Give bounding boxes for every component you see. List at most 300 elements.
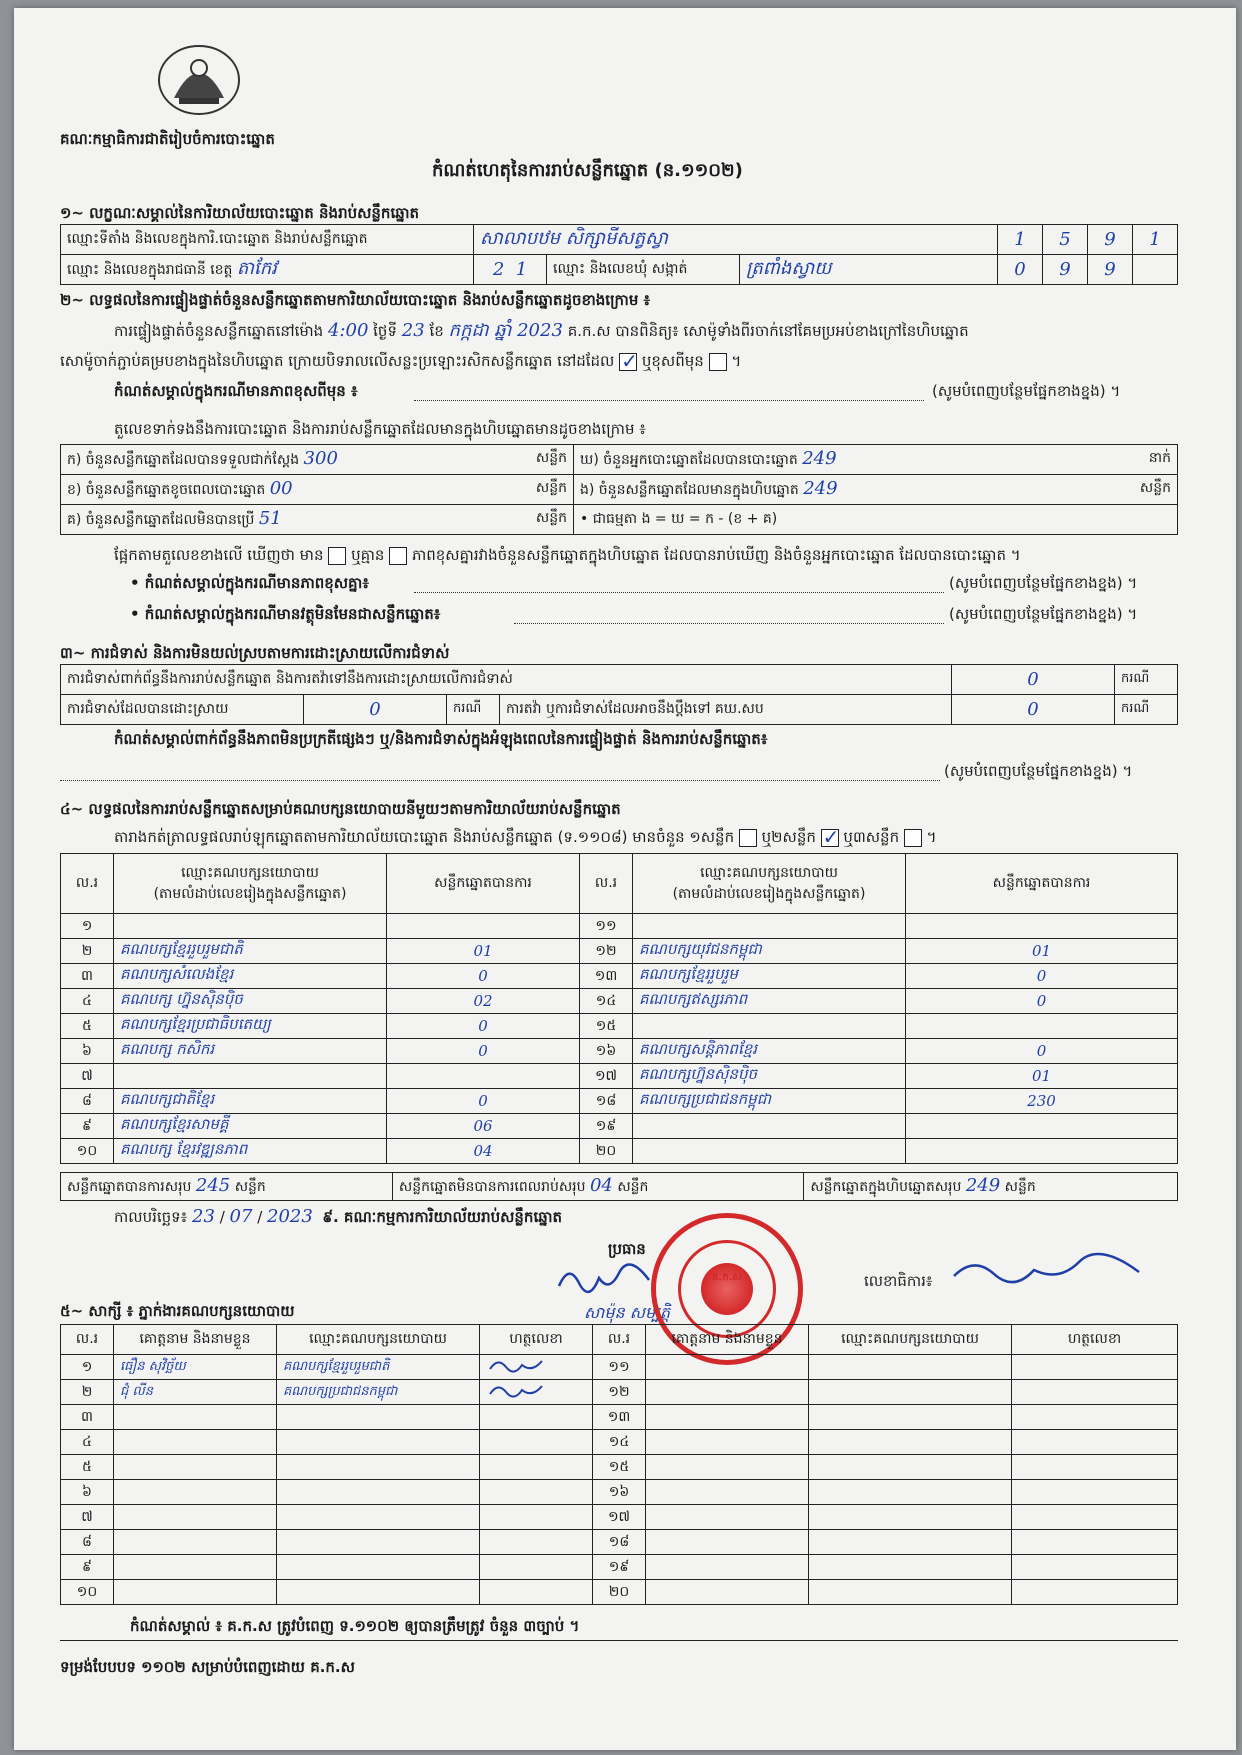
witness-name (646, 1480, 809, 1505)
row-number: ១៥ (580, 1014, 633, 1039)
witness-signature (1012, 1555, 1178, 1580)
col-no: ល.រ (580, 854, 633, 914)
party-name: គណបក្សខ្មែររួបរួមជាតិ (114, 939, 387, 964)
row-number: ៩ (61, 1114, 114, 1139)
total-box-value: 249 (965, 1175, 1001, 1196)
one-sheet-checkbox[interactable] (739, 829, 757, 847)
witness-row (61, 1355, 1178, 1380)
secretary-signature (949, 1252, 1149, 1292)
witness-party (277, 1505, 480, 1530)
footer-divider (60, 1640, 1178, 1641)
party-name (633, 1114, 906, 1139)
party-name: គណបក្សខ្មែរសាមគ្គី (114, 1114, 387, 1139)
party-name: គណបក្សសំលេងខ្មែរ (114, 964, 387, 989)
col-party: ឈ្មោះគណបក្សនយោបាយ (809, 1325, 1012, 1355)
verification-text-b: ថ្ងៃទី (373, 322, 397, 340)
total-invalid (392, 1173, 803, 1201)
empty-cell (1133, 255, 1178, 285)
row-number: ១១ (593, 1355, 646, 1380)
row-number: ១៤ (593, 1430, 646, 1455)
verification-day: 23 (401, 320, 425, 341)
objection-count: 0 (952, 665, 1115, 695)
results-header (61, 854, 1178, 914)
footer-note: កំណត់សម្គាល់ ៖ គ.ក.ស ត្រូវបំពេញ ទ.១១០២ ឲ្យបានត្រឹមត្រូវ ចំនួន ៣ច្បាប់ ។ (130, 1617, 580, 1635)
commune-code-digit: 0 (998, 255, 1043, 285)
witness-name (114, 1555, 277, 1580)
verification-text-a: ការផ្ទៀងផ្ទាត់ចំនួនសន្លឹកឆ្នោតនៅម៉ោង (114, 322, 324, 340)
location-value (474, 225, 998, 255)
witness-name: ធឿន សុវិច្ឆ័យ (114, 1355, 277, 1380)
vote-count: 0 (906, 989, 1178, 1014)
party-name (114, 1064, 387, 1089)
witness-row (61, 1405, 1178, 1430)
party-name: គណបក្សជាតិខ្មែរ (114, 1089, 387, 1114)
unit: ករណី (447, 695, 500, 725)
foreign-object-note: • កំណត់សម្គាល់ក្នុងករណីមានវត្ថុមិនមែនជាសន្លឹកឆ្នោត៖ (130, 605, 441, 623)
col-party: ឈ្មោះគណបក្សនយោបាយ (277, 1325, 480, 1355)
unit: សន្លឹក (1004, 1179, 1036, 1195)
party-name (633, 1139, 906, 1164)
vote-count (387, 914, 580, 939)
witness-name (646, 1430, 809, 1455)
row-number: ១៧ (593, 1505, 646, 1530)
voters-value: 249 (802, 448, 837, 469)
vote-count: 01 (906, 1064, 1178, 1089)
vote-count: 0 (387, 1014, 580, 1039)
witness-signature (480, 1355, 593, 1380)
witness-signature (480, 1380, 593, 1405)
witness-name (646, 1505, 809, 1530)
witness-signature (1012, 1505, 1178, 1530)
vote-count: 0 (906, 964, 1178, 989)
objections-table (60, 664, 1178, 725)
results-table (60, 853, 1178, 1164)
witness-party (277, 1455, 480, 1480)
row-number: ៩ (61, 1555, 114, 1580)
section1-heading: ១~ លក្ខណៈសម្គាល់នៃការិយាល័យបោះឆ្នោត និងរាប់សន្លឹកឆ្នោត (60, 204, 420, 222)
unused-label-text: គ) ចំនួនសន្លឹកឆ្នោតដែលមិនបានប្រើ (67, 512, 255, 528)
province-code-1: 2 (492, 259, 505, 280)
witness-name (646, 1355, 809, 1380)
witness-header (61, 1325, 1178, 1355)
witness-party (809, 1455, 1012, 1480)
tally-sheet-line: តារាងកត់ត្រាលទ្ធផលរាប់ឡុកឆ្នោតតាមការិយាល័យបោះឆ្នោត និងរាប់សន្លឹកឆ្នោត (ទ.១១០៨) មានចំនួន ១សន្លឹក ឬ២សន្លឹក ✓ ឬ៣សន្លឹក ។ (114, 828, 937, 850)
total-invalid-label: សន្លឹកឆ្នោតមិនបានការពេលរាប់សរុប (398, 1179, 586, 1195)
row-number: ២ (61, 1380, 114, 1405)
col-party (633, 854, 906, 914)
witness-row (61, 1555, 1178, 1580)
row-number: ១០ (61, 1139, 114, 1164)
results-row (61, 989, 1178, 1014)
difference-note: • កំណត់សម្គាល់ក្នុងករណីមានភាពខុសគ្នា៖ (130, 574, 369, 592)
chair-label: ប្រធាន (608, 1240, 646, 1258)
col-party (114, 854, 387, 914)
row-number: ៥ (61, 1014, 114, 1039)
fill-note: (សូមបំពេញបន្ថែមផ្នែកខាងខ្នង) ។ (944, 762, 1133, 780)
unit: សន្លឹក (535, 480, 567, 496)
vote-count: 0 (387, 964, 580, 989)
results-row (61, 914, 1178, 939)
col-name: គោត្តនាម និងនាមខ្លួន (646, 1325, 809, 1355)
witness-row (61, 1580, 1178, 1605)
vote-count: 01 (387, 939, 580, 964)
fill-note: (សូមបំពេញបន្ថែមផ្នែកខាងខ្នង) ។ (932, 382, 1121, 400)
witness-party (809, 1380, 1012, 1405)
results-totals (60, 1172, 1178, 1201)
verification-line2-text: សោម៉ូចាក់ភ្ជាប់គម្របខាងក្នុងនៃហិបឆ្នោត ក្រោយបិទរាលលើសន្លះប្រឡោះរសិកសន្លឹកឆ្នោត នៅដដែល (60, 352, 615, 370)
figures-row (61, 475, 1178, 505)
witness-table (60, 1324, 1178, 1605)
unit: សន្លឹក (535, 510, 567, 526)
code-digit: 1 (998, 225, 1043, 255)
vote-count (387, 1064, 580, 1089)
witness-name (646, 1530, 809, 1555)
no-difference-checkbox[interactable] (389, 547, 407, 565)
unit: ករណី (1115, 695, 1178, 725)
figures-row (61, 505, 1178, 535)
witness-party (809, 1505, 1012, 1530)
col-no: ល.រ (593, 1325, 646, 1355)
party-name: គណបក្សហ្វ៊ុនស៊ិនប៉ិច (633, 1064, 906, 1089)
foreign-object-dots[interactable] (514, 623, 944, 624)
col-party-sub: (តាមលំដាប់លេខរៀងក្នុងសន្លឹកឆ្នោត) (672, 885, 866, 902)
tally-text-a: តារាងកត់ត្រាលទ្ធផលរាប់ឡុកឆ្នោតតាមការិយាល័យបោះឆ្នោត និងរាប់សន្លឹកឆ្នោត (ទ.១១០៨) មានចំនួន ១សន្លឹក (114, 828, 735, 846)
witness-signature (1012, 1480, 1178, 1505)
total-valid (61, 1173, 393, 1201)
unit: នាក់ (1148, 450, 1171, 466)
witness-signature (1012, 1530, 1178, 1555)
witness-signature (480, 1530, 593, 1555)
witness-signature (480, 1505, 593, 1530)
col-no: ល.រ (61, 1325, 114, 1355)
verification-text-c: ខែ (429, 322, 444, 340)
commune-label: ឈ្មោះ និងលេខឃុំ សង្កាត់ (547, 255, 740, 285)
section4-heading: ៤~ លទ្ធផលនៃការរាប់សន្លឹកឆ្នោតសម្រាប់គណបក្សនយោបាយនីមួយៗតាមការិយាល័យរាប់សន្លឹកឆ្នោត (60, 800, 621, 818)
witness-party (809, 1530, 1012, 1555)
total-valid-value: 245 (195, 1175, 231, 1196)
row-number: ២ (61, 939, 114, 964)
witness-signature (1012, 1380, 1178, 1405)
authority-name: គណៈកម្មាធិការជាតិរៀបចំការបោះឆ្នោត (60, 130, 275, 148)
witness-party (277, 1430, 480, 1455)
row-number: ១១ (580, 914, 633, 939)
row-number: ១៦ (593, 1480, 646, 1505)
voters-label (574, 445, 1178, 475)
figures-table (60, 444, 1178, 535)
witness-party (809, 1580, 1012, 1605)
province-label-text: ឈ្មោះ និងលេខក្នុងរាជធានី ខេត្ត (67, 262, 233, 278)
appeal-count: 0 (952, 695, 1115, 725)
row-number: ១២ (580, 939, 633, 964)
commune-value (740, 255, 998, 285)
party-name (114, 914, 387, 939)
document-title: កំណត់ហេតុនៃការរាប់សន្លឹកឆ្នោត (ន.១១០២) (432, 160, 743, 181)
witness-signature (1012, 1355, 1178, 1380)
row-number: ៤ (61, 989, 114, 1014)
tally-text-c: ឬ៣សន្លឹក (843, 828, 900, 846)
received-label-text: ក) ចំនួនសន្លឹកឆ្នោតដែលបានទទួលជាក់ស្តែង (67, 452, 300, 468)
witness-name (646, 1555, 809, 1580)
in-box-label (574, 475, 1178, 505)
difference-text-b: ឬគ្មាន (351, 546, 385, 564)
row-number: ៦ (61, 1480, 114, 1505)
vote-count: 02 (387, 989, 580, 1014)
province-code (474, 255, 547, 285)
vote-count: 01 (906, 939, 1178, 964)
party-name: គណបក្សខ្មែរប្រជាធិបតេយ្យ (114, 1014, 387, 1039)
row-number: ៥ (61, 1455, 114, 1480)
commune-code-digit: 9 (1088, 255, 1133, 285)
row-number: ១៣ (580, 964, 633, 989)
voters-label-text: ឃ) ចំនួនអ្នកបោះឆ្នោតដែលបានបោះឆ្នោត (580, 452, 798, 468)
witness-name (114, 1430, 277, 1455)
verification-text-d: គ.ក.ស បានពិនិត្យ៖ សោម៉ូទាំងពីរចាក់នៅគែមប្រអប់ខាងក្រៅនៃហិបឆ្នោត (567, 322, 969, 340)
changed-checkbox[interactable] (709, 353, 727, 371)
col-no: ល.រ (61, 854, 114, 914)
results-row (61, 964, 1178, 989)
results-row (61, 1089, 1178, 1114)
party-name: គណបក្សសន្តិភាពខ្មែរ (633, 1039, 906, 1064)
witness-signature (480, 1455, 593, 1480)
unchanged-checkbox[interactable] (619, 353, 637, 371)
row-number: ១៩ (593, 1555, 646, 1580)
row-number: ៨ (61, 1089, 114, 1114)
total-invalid-value: 04 (589, 1175, 613, 1196)
unused-label (61, 505, 574, 535)
total-box-label: សន្លឹកឆ្នោតក្នុងហិបឆ្នោតសរុប (810, 1179, 962, 1195)
row-number: ៦ (61, 1039, 114, 1064)
code-digit: 1 (1133, 225, 1178, 255)
code-digit: 5 (1043, 225, 1088, 255)
witness-name (114, 1455, 277, 1480)
vote-count: 230 (906, 1089, 1178, 1114)
province-label (61, 255, 474, 285)
spoiled-label (61, 475, 574, 505)
col-name: គោត្តនាម និងនាមខ្លួន (114, 1325, 277, 1355)
tally-text-b: ឬ២សន្លឹក (761, 828, 816, 846)
vote-count: 0 (906, 1039, 1178, 1064)
date-month: 07 (229, 1206, 253, 1227)
two-sheets-checkbox[interactable] (821, 829, 839, 847)
row-number: ៣ (61, 1405, 114, 1430)
row-number: ១២ (593, 1380, 646, 1405)
total-in-box (804, 1173, 1178, 1201)
document-sheet (14, 8, 1236, 1750)
difference-text-c: ភាពខុសគ្នារវាងចំនួនសន្លឹកឆ្នោតក្នុងហិបឆ្នោត ដែលបានរាប់ឃើញ និងចំនួនអ្នកបោះឆ្នោត ដែលបានបោះឆ្នោត ។ (411, 546, 1021, 564)
row-number: ៧ (61, 1064, 114, 1089)
witness-row (61, 1530, 1178, 1555)
in-box-value: 249 (803, 478, 838, 499)
unit: ករណី (1115, 665, 1178, 695)
party-name: គណបក្សខ្មែររួបរួម (633, 964, 906, 989)
witness-party (809, 1555, 1012, 1580)
date-year: 2023 (267, 1206, 313, 1227)
row-number: ២០ (593, 1580, 646, 1605)
witness-party (809, 1355, 1012, 1380)
row-number: ៤ (61, 1430, 114, 1455)
row-number: ១៤ (580, 989, 633, 1014)
section3-heading: ៣~ ការជំទាស់ និងការមិនយល់ស្របតាមការដោះស្រាយលើការជំទាស់ (60, 644, 450, 662)
results-row (61, 1064, 1178, 1089)
province-code-2: 1 (515, 259, 528, 280)
vote-count: 06 (387, 1114, 580, 1139)
spoiled-label-text: ខ) ចំនួនសន្លឹកឆ្នោតខូចពេលបោះឆ្នោត (67, 482, 266, 498)
formula: • ជាធម្មតា ង = ឃ = ក - (ខ + គ) (574, 505, 1178, 535)
section5-heading: ៥~ សាក្សី ៖ ភ្នាក់ងារគណបក្សនយោបាយ (60, 1302, 295, 1320)
verification-line2: សោម៉ូចាក់ភ្ជាប់គម្របខាងក្នុងនៃហិបឆ្នោត ក្រោយបិទរាលលើសន្លះប្រឡោះរសិកសន្លឹកឆ្នោត នៅដដែល ✓ ឬខុសពីមុន ។ (60, 352, 741, 374)
received-label (61, 445, 574, 475)
witness-party (809, 1430, 1012, 1455)
witness-party (809, 1405, 1012, 1430)
witness-name (114, 1530, 277, 1555)
party-name (633, 1014, 906, 1039)
witness-row (61, 1455, 1178, 1480)
witness-signature (1012, 1580, 1178, 1605)
witness-party: គណបក្សប្រជាជនកម្ពុជា (277, 1380, 480, 1405)
location-label: ឈ្មោះទីតាំង និងលេខក្នុងការិ.បោះឆ្នោត និងរាប់សន្លឹកឆ្នោត (61, 225, 474, 255)
difference-note-label: កំណត់សម្គាល់ក្នុងករណីមានភាពខុសពីមុន ៖ (114, 382, 358, 400)
row-number: ១០ (61, 1580, 114, 1605)
witness-name (646, 1405, 809, 1430)
difference-note-line[interactable] (414, 400, 924, 401)
difference-text-a: ផ្អែកតាមតួលេខខាងលើ ឃើញថា មាន (114, 546, 324, 564)
form-reference: ទម្រង់បែបបទ ១១០២ សម្រាប់បំពេញដោយ គ.ក.ស (60, 1658, 355, 1676)
vote-count (906, 1014, 1178, 1039)
party-name: គណបក្ស កសិករ (114, 1039, 387, 1064)
witness-party (809, 1480, 1012, 1505)
witness-party (277, 1580, 480, 1605)
witness-signature (480, 1555, 593, 1580)
witness-signature (1012, 1455, 1178, 1480)
party-name: គណបក្សឥស្សរភាព (633, 989, 906, 1014)
row-number: ១ (61, 914, 114, 939)
witness-name (646, 1580, 809, 1605)
appeal-label: ការតវ៉ា ឬការជំទាស់ដែលអាចនឹងប្តឹងទៅ គឃ.សប (500, 695, 952, 725)
in-box-label-text: ង) ចំនួនសន្លឹកឆ្នោតដែលមានក្នុងហិបឆ្នោត (580, 482, 799, 498)
witness-signature (480, 1480, 593, 1505)
party-name: គណបក្សយុវជនកម្ពុជា (633, 939, 906, 964)
results-row (61, 1139, 1178, 1164)
vote-count (906, 914, 1178, 939)
results-row (61, 1039, 1178, 1064)
row-number: ១៦ (580, 1039, 633, 1064)
row-number: ១៧ (580, 1064, 633, 1089)
unit: សន្លឹក (234, 1179, 266, 1195)
witness-signature (480, 1430, 593, 1455)
col-votes: សន្លឹកឆ្នោតបានការ (906, 854, 1178, 914)
row-number: ១៨ (580, 1089, 633, 1114)
row-number: ១ (61, 1355, 114, 1380)
vote-count: 0 (387, 1089, 580, 1114)
code-digit: 9 (1088, 225, 1133, 255)
witness-row (61, 1380, 1178, 1405)
party-name: គណបក្ស ហ្វ៊ុនស៊ិនប៉ិច (114, 989, 387, 1014)
row-number: ១៩ (580, 1114, 633, 1139)
witness-name (114, 1580, 277, 1605)
difference-line (114, 546, 1021, 568)
difference-note-dots[interactable] (414, 592, 944, 593)
witness-name: ជុំ លីន (114, 1380, 277, 1405)
results-row (61, 1114, 1178, 1139)
row-number: ១៥ (593, 1455, 646, 1480)
witness-name (114, 1505, 277, 1530)
col-party-title: ឈ្មោះគណបក្សនយោបាយ (181, 864, 319, 881)
received-value: 300 (303, 448, 338, 469)
unit: សន្លឹក (1139, 480, 1171, 496)
figures-row (61, 445, 1178, 475)
col-party-sub: (តាមលំដាប់លេខរៀងក្នុងសន្លឹកឆ្នោត) (153, 885, 347, 902)
col-signature: ហត្ថលេខា (1012, 1325, 1178, 1355)
verification-month: កក្កដា ឆ្នាំ 2023 (448, 320, 563, 341)
witness-party (277, 1480, 480, 1505)
nec-logo (154, 38, 244, 118)
vote-count: 04 (387, 1139, 580, 1164)
row-number: ១៨ (593, 1530, 646, 1555)
spoiled-value: 00 (269, 478, 293, 499)
row-number: ៣ (61, 964, 114, 989)
witness-name (646, 1380, 809, 1405)
row-number: ១៣ (593, 1405, 646, 1430)
witness-signature (1012, 1430, 1178, 1455)
figures-intro: តួលេខទាក់ទងនឹងការបោះឆ្នោត និងការរាប់សន្លឹកឆ្នោតដែលមានក្នុងហិបឆ្នោតមានដូចខាងក្រោម ៖ (114, 420, 646, 438)
witness-name (114, 1405, 277, 1430)
commune-code-digit: 9 (1043, 255, 1088, 285)
row-number: ៧ (61, 1505, 114, 1530)
committee-label: ៩. គណៈកម្មការការិយាល័យរាប់សន្លឹកឆ្នោត (322, 1208, 563, 1226)
witness-signature-mark (486, 1380, 546, 1400)
unit: សន្លឹក (535, 450, 567, 466)
section1-table (60, 224, 1178, 285)
results-row (61, 939, 1178, 964)
vote-count (906, 1114, 1178, 1139)
stamp-text: គ.ក.ស (712, 1272, 742, 1283)
results-row (61, 1014, 1178, 1039)
irregularity-note: កំណត់សម្គាល់ពាក់ព័ន្ធនឹងភាពមិនប្រក្រតីផ្សេងៗ ឬ/និងការជំទាស់ក្នុងអំឡុងពេលនៃការផ្ទៀងផ្ទាត់ និងការរាប់សន្លឹកឆ្នោត៖ (114, 730, 768, 748)
witness-signature-mark (486, 1355, 546, 1375)
changed-label: ឬខុសពីមុន (641, 352, 704, 370)
unit: សន្លឹក (617, 1179, 649, 1195)
witness-row (61, 1430, 1178, 1455)
objection-label: ការជំទាស់ពាក់ព័ន្ធនឹងការរាប់សន្លឹកឆ្នោត និងការតវ៉ាទៅនឹងការដោះស្រាយលើការជំទាស់ (61, 665, 952, 695)
resolved-count: 0 (304, 695, 447, 725)
witness-signature (1012, 1405, 1178, 1430)
vote-count: 0 (387, 1039, 580, 1064)
witness-signature (480, 1580, 593, 1605)
has-difference-checkbox[interactable] (328, 547, 346, 565)
row-number: ៨ (61, 1530, 114, 1555)
secretary-label: លេខាធិការ៖ (864, 1272, 933, 1290)
party-name (633, 914, 906, 939)
date-label: កាលបរិច្ឆេទ៖ (114, 1208, 188, 1226)
location-handwritten: សាលាបឋម សិក្សាមីសត្វស្វា (480, 228, 668, 249)
witness-signature (480, 1405, 593, 1430)
chair-signature (554, 1258, 664, 1302)
witness-party (277, 1405, 480, 1430)
col-votes: សន្លឹកឆ្នោតបានការ (387, 854, 580, 914)
witness-party: គណបក្សខ្មែររួបរួមជាតិ (277, 1355, 480, 1380)
witness-name (646, 1455, 809, 1480)
date-day: 23 (192, 1206, 215, 1227)
irregularity-dots[interactable] (60, 780, 940, 781)
witness-row (61, 1480, 1178, 1505)
verification-time: 4:00 (327, 320, 369, 341)
commune-handwritten: ត្រពាំងស្វាយ (746, 258, 832, 279)
witness-name (114, 1480, 277, 1505)
unused-value: 51 (258, 508, 282, 529)
three-sheets-checkbox[interactable] (904, 829, 922, 847)
section2-heading: ២~ លទ្ធផលនៃការផ្ទៀងផ្ទាត់ចំនួនសន្លឹកឆ្នោតតាមការិយាល័យបោះឆ្នោត និងរាប់សន្លឹកឆ្នោតដូចខាងក្រោម ៖ (60, 291, 651, 309)
witness-party (277, 1530, 480, 1555)
